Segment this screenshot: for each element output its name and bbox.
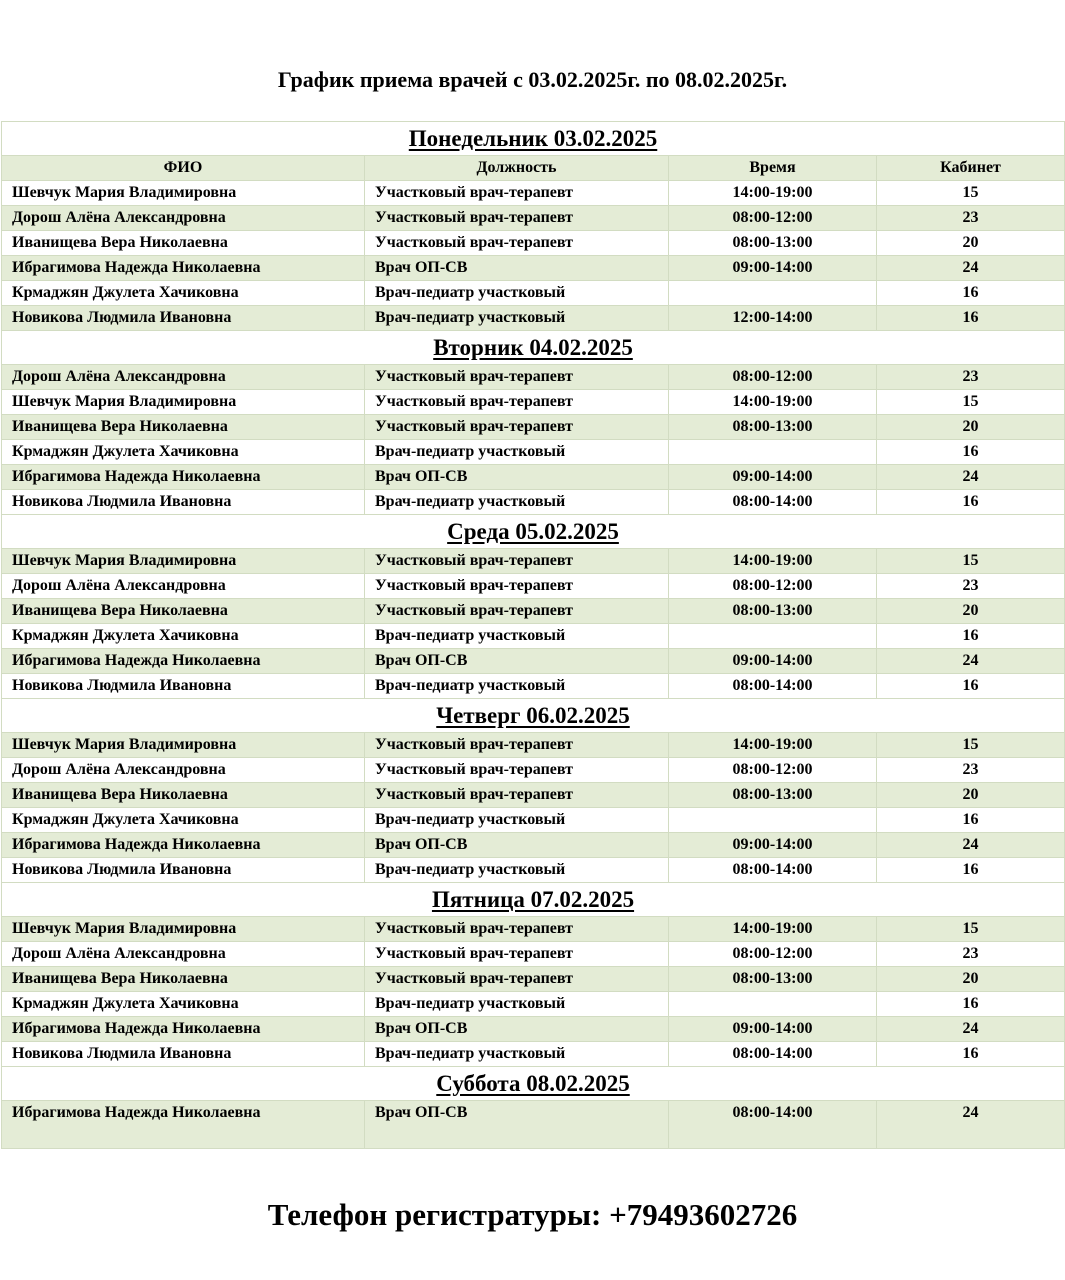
table-row bbox=[2, 992, 1065, 1017]
cell-time bbox=[669, 992, 877, 1017]
cell-time: 14:00-19:00 bbox=[669, 917, 877, 942]
cell-position: Участковый врач-терапевт bbox=[365, 758, 669, 783]
cell-time: 08:00-14:00 bbox=[669, 490, 877, 515]
cell-time: 08:00-13:00 bbox=[669, 967, 877, 992]
cell-room: 16 bbox=[877, 281, 1065, 306]
cell-position: Врач-педиатр участковый bbox=[365, 624, 669, 649]
table-row bbox=[2, 733, 1065, 758]
cell-name: Шевчук Мария Владимировна bbox=[2, 917, 365, 942]
cell-position: Участковый врач-терапевт bbox=[365, 365, 669, 390]
day-header bbox=[2, 515, 1065, 549]
cell-room: 20 bbox=[877, 599, 1065, 624]
table-row bbox=[2, 942, 1065, 967]
cell-position: Врач-педиатр участковый bbox=[365, 281, 669, 306]
cell-name: Крмаджян Джулета Хачиковна bbox=[2, 624, 365, 649]
cell-position: Участковый врач-терапевт bbox=[365, 733, 669, 758]
day-label: Суббота 08.02.2025 bbox=[436, 1070, 630, 1096]
cell-room: 24 bbox=[877, 465, 1065, 490]
cell-time: 09:00-14:00 bbox=[669, 833, 877, 858]
table-row bbox=[2, 181, 1065, 206]
cell-position: Врач-педиатр участковый bbox=[365, 440, 669, 465]
cell-position-text: Врач ОП-СВ bbox=[375, 1104, 468, 1121]
header-position: Должность bbox=[365, 156, 669, 181]
cell-position: Участковый врач-терапевт bbox=[365, 917, 669, 942]
cell-time: 09:00-14:00 bbox=[669, 1017, 877, 1042]
cell-room: 24 bbox=[877, 256, 1065, 281]
cell-room: 16 bbox=[877, 306, 1065, 331]
table-row bbox=[2, 758, 1065, 783]
table-row bbox=[2, 833, 1065, 858]
cell-name: Новикова Людмила Ивановна bbox=[2, 858, 365, 883]
cell-time: 09:00-14:00 bbox=[669, 649, 877, 674]
cell-room: 23 bbox=[877, 758, 1065, 783]
cell-time: 14:00-19:00 bbox=[669, 390, 877, 415]
cell-time: 12:00-14:00 bbox=[669, 306, 877, 331]
cell-name bbox=[2, 1101, 365, 1149]
cell-room: 15 bbox=[877, 181, 1065, 206]
registry-phone: Телефон регистратуры: +79493602726 bbox=[267, 1197, 798, 1232]
table-row bbox=[2, 231, 1065, 256]
table-row bbox=[2, 281, 1065, 306]
cell-position: Врач-педиатр участковый bbox=[365, 1042, 669, 1067]
cell-room: 20 bbox=[877, 783, 1065, 808]
cell-room: 15 bbox=[877, 549, 1065, 574]
day-label: Вторник 04.02.2025 bbox=[433, 334, 633, 360]
cell-room: 16 bbox=[877, 808, 1065, 833]
day-header-cell bbox=[2, 699, 1065, 733]
table-row bbox=[2, 783, 1065, 808]
cell-time: 08:00-12:00 bbox=[669, 942, 877, 967]
cell-position: Врач-педиатр участковый bbox=[365, 306, 669, 331]
day-header bbox=[2, 1067, 1065, 1101]
day-header bbox=[2, 699, 1065, 733]
day-label: Пятница 07.02.2025 bbox=[431, 886, 635, 912]
table-row bbox=[2, 599, 1065, 624]
cell-name: Иванищева Вера Николаевна bbox=[2, 783, 365, 808]
table-row bbox=[2, 967, 1065, 992]
cell-position: Врач ОП-СВ bbox=[365, 1017, 669, 1042]
cell-time bbox=[669, 281, 877, 306]
cell-position: Врач ОП-СВ bbox=[365, 256, 669, 281]
table-row bbox=[2, 574, 1065, 599]
table-row bbox=[2, 1017, 1065, 1042]
table-row bbox=[2, 440, 1065, 465]
day-header bbox=[2, 331, 1065, 365]
table-row bbox=[2, 465, 1065, 490]
table-row bbox=[2, 390, 1065, 415]
table-row bbox=[2, 917, 1065, 942]
cell-time: 08:00-12:00 bbox=[669, 574, 877, 599]
cell-time: 08:00-14:00 bbox=[669, 1042, 877, 1067]
cell-name: Ибрагимова Надежда Николаевна bbox=[2, 465, 365, 490]
cell-room: 23 bbox=[877, 574, 1065, 599]
cell-position: Участковый врач-терапевт bbox=[365, 599, 669, 624]
header-name: ФИО bbox=[2, 156, 365, 181]
page-title: График приема врачей с 03.02.2025г. по 08.02.2025г. bbox=[277, 67, 788, 92]
cell-name: Крмаджян Джулета Хачиковна bbox=[2, 808, 365, 833]
cell-time: 09:00-14:00 bbox=[669, 256, 877, 281]
cell-position: Врач-педиатр участковый bbox=[365, 858, 669, 883]
cell-name: Иванищева Вера Николаевна bbox=[2, 231, 365, 256]
cell-name: Шевчук Мария Владимировна bbox=[2, 181, 365, 206]
table-row bbox=[2, 1101, 1065, 1149]
table-row bbox=[2, 306, 1065, 331]
cell-position: Участковый врач-терапевт bbox=[365, 783, 669, 808]
cell-time: 08:00-13:00 bbox=[669, 599, 877, 624]
cell-name: Шевчук Мария Владимировна bbox=[2, 390, 365, 415]
table-row bbox=[2, 256, 1065, 281]
cell-name: Новикова Людмила Ивановна bbox=[2, 306, 365, 331]
cell-room: 16 bbox=[877, 624, 1065, 649]
cell-name: Крмаджян Джулета Хачиковна bbox=[2, 281, 365, 306]
cell-room: 23 bbox=[877, 365, 1065, 390]
cell-room: 23 bbox=[877, 942, 1065, 967]
cell-position bbox=[365, 1101, 669, 1149]
cell-position: Врач ОП-СВ bbox=[365, 649, 669, 674]
cell-name: Дорош Алёна Александровна bbox=[2, 942, 365, 967]
cell-time: 08:00-14:00 bbox=[669, 858, 877, 883]
day-header-cell bbox=[2, 1067, 1065, 1101]
cell-room: 15 bbox=[877, 733, 1065, 758]
cell-name: Ибрагимова Надежда Николаевна bbox=[2, 256, 365, 281]
cell-name: Иванищева Вера Николаевна bbox=[2, 415, 365, 440]
table-row bbox=[2, 624, 1065, 649]
cell-name: Новикова Людмила Ивановна bbox=[2, 490, 365, 515]
table-row bbox=[2, 858, 1065, 883]
cell-name: Крмаджян Джулета Хачиковна bbox=[2, 992, 365, 1017]
table-row bbox=[2, 490, 1065, 515]
day-header bbox=[2, 122, 1065, 156]
cell-time bbox=[669, 808, 877, 833]
cell-room: 16 bbox=[877, 490, 1065, 515]
cell-position: Врач ОП-СВ bbox=[365, 465, 669, 490]
day-label: Четверг 06.02.2025 bbox=[436, 702, 630, 728]
cell-room bbox=[877, 1101, 1065, 1149]
day-header-cell bbox=[2, 883, 1065, 917]
schedule-table bbox=[1, 121, 1065, 1149]
cell-position: Участковый врач-терапевт bbox=[365, 967, 669, 992]
cell-time: 08:00-14:00 bbox=[669, 674, 877, 699]
cell-time bbox=[669, 1101, 877, 1149]
cell-position: Участковый врач-терапевт bbox=[365, 574, 669, 599]
cell-room: 16 bbox=[877, 1042, 1065, 1067]
cell-time bbox=[669, 624, 877, 649]
cell-name: Ибрагимова Надежда Николаевна bbox=[2, 833, 365, 858]
cell-position: Участковый врач-терапевт bbox=[365, 206, 669, 231]
cell-position: Участковый врач-терапевт bbox=[365, 415, 669, 440]
cell-time: 08:00-12:00 bbox=[669, 758, 877, 783]
cell-time: 08:00-12:00 bbox=[669, 365, 877, 390]
cell-time bbox=[669, 440, 877, 465]
cell-name: Ибрагимова Надежда Николаевна bbox=[2, 1017, 365, 1042]
day-label: Понедельник 03.02.2025 bbox=[408, 125, 658, 151]
cell-time: 08:00-13:00 bbox=[669, 231, 877, 256]
table-row bbox=[2, 206, 1065, 231]
cell-name: Новикова Людмила Ивановна bbox=[2, 674, 365, 699]
day-header bbox=[2, 883, 1065, 917]
cell-room: 20 bbox=[877, 967, 1065, 992]
cell-time: 08:00-13:00 bbox=[669, 783, 877, 808]
cell-room: 15 bbox=[877, 917, 1065, 942]
cell-room: 24 bbox=[877, 649, 1065, 674]
header-time: Время bbox=[669, 156, 877, 181]
cell-time: 08:00-13:00 bbox=[669, 415, 877, 440]
table-row bbox=[2, 674, 1065, 699]
cell-position: Врач ОП-СВ bbox=[365, 833, 669, 858]
table-row bbox=[2, 1042, 1065, 1067]
cell-name: Ибрагимова Надежда Николаевна bbox=[2, 649, 365, 674]
cell-position: Врач-педиатр участковый bbox=[365, 674, 669, 699]
cell-position: Врач-педиатр участковый bbox=[365, 490, 669, 515]
column-header-row bbox=[2, 156, 1065, 181]
header-room: Кабинет bbox=[877, 156, 1065, 181]
cell-name: Шевчук Мария Владимировна bbox=[2, 733, 365, 758]
table-row bbox=[2, 365, 1065, 390]
cell-room: 24 bbox=[877, 833, 1065, 858]
day-header-cell bbox=[2, 331, 1065, 365]
cell-room: 20 bbox=[877, 415, 1065, 440]
cell-position: Врач-педиатр участковый bbox=[365, 808, 669, 833]
cell-position: Участковый врач-терапевт bbox=[365, 549, 669, 574]
cell-position: Участковый врач-терапевт bbox=[365, 942, 669, 967]
cell-name: Дорош Алёна Александровна bbox=[2, 758, 365, 783]
cell-time: 14:00-19:00 bbox=[669, 181, 877, 206]
schedule-body bbox=[2, 122, 1065, 1149]
table-row bbox=[2, 549, 1065, 574]
cell-room: 16 bbox=[877, 674, 1065, 699]
cell-position: Участковый врач-терапевт bbox=[365, 231, 669, 256]
cell-name: Дорош Алёна Александровна bbox=[2, 365, 365, 390]
cell-name: Дорош Алёна Александровна bbox=[2, 574, 365, 599]
table-row bbox=[2, 808, 1065, 833]
cell-room: 16 bbox=[877, 992, 1065, 1017]
cell-name: Шевчук Мария Владимировна bbox=[2, 549, 365, 574]
cell-room-text: 24 bbox=[962, 1104, 979, 1121]
cell-name: Дорош Алёна Александровна bbox=[2, 206, 365, 231]
cell-time: 08:00-12:00 bbox=[669, 206, 877, 231]
cell-room: 20 bbox=[877, 231, 1065, 256]
cell-name: Крмаджян Джулета Хачиковна bbox=[2, 440, 365, 465]
cell-time: 09:00-14:00 bbox=[669, 465, 877, 490]
cell-position: Врач-педиатр участковый bbox=[365, 992, 669, 1017]
cell-room: 15 bbox=[877, 390, 1065, 415]
cell-name: Новикова Людмила Ивановна bbox=[2, 1042, 365, 1067]
cell-room: 16 bbox=[877, 440, 1065, 465]
day-label: Среда 05.02.2025 bbox=[447, 518, 619, 544]
cell-position: Участковый врач-терапевт bbox=[365, 390, 669, 415]
cell-name-text: Ибрагимова Надежда Николаевна bbox=[12, 1104, 261, 1121]
cell-room: 23 bbox=[877, 206, 1065, 231]
cell-position: Участковый врач-терапевт bbox=[365, 181, 669, 206]
cell-name: Иванищева Вера Николаевна bbox=[2, 967, 365, 992]
cell-name: Иванищева Вера Николаевна bbox=[2, 599, 365, 624]
day-header-cell bbox=[2, 122, 1065, 156]
cell-time-text: 08:00-14:00 bbox=[732, 1104, 813, 1121]
cell-room: 24 bbox=[877, 1017, 1065, 1042]
cell-room: 16 bbox=[877, 858, 1065, 883]
table-row bbox=[2, 415, 1065, 440]
table-row bbox=[2, 649, 1065, 674]
cell-time: 14:00-19:00 bbox=[669, 549, 877, 574]
cell-time: 14:00-19:00 bbox=[669, 733, 877, 758]
day-header-cell bbox=[2, 515, 1065, 549]
